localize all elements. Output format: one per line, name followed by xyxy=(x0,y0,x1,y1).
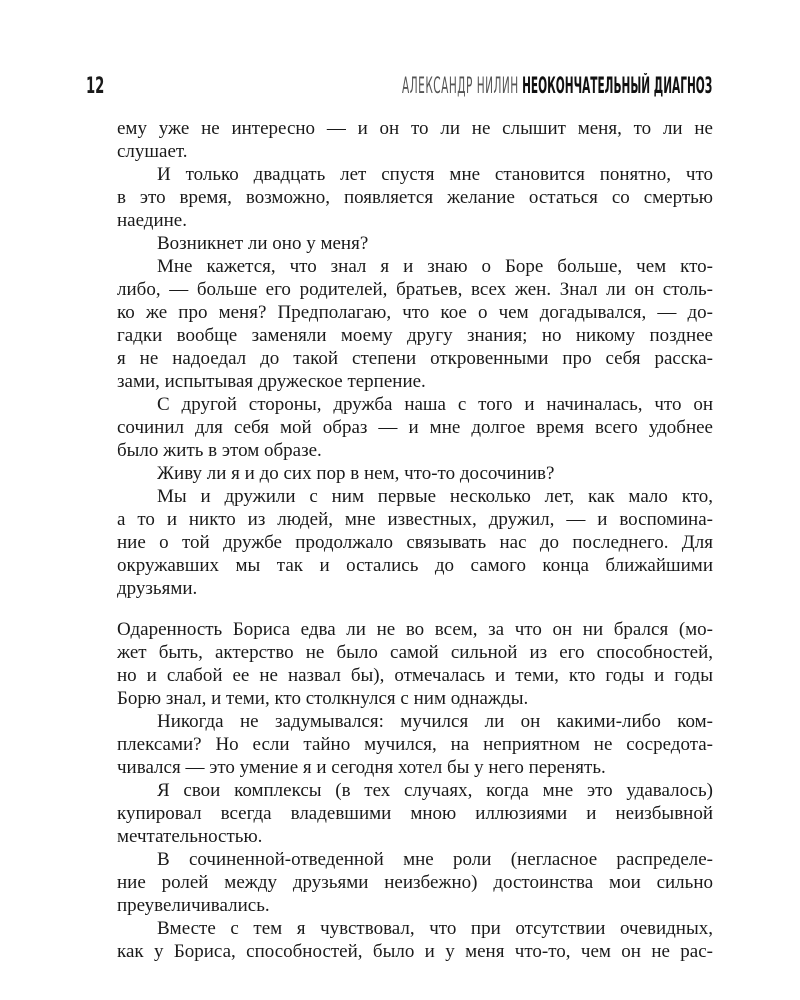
running-header xyxy=(402,74,712,100)
text-line: Никогда не задумывался: мучился ли он какими-либо ком- xyxy=(157,711,713,732)
text-line: сочинил для себя мой образ — и мне долгое время всего удобнее xyxy=(117,417,713,438)
text-line: зами, испытывая дружеское терпение. xyxy=(117,371,426,392)
text-line: было жить в этом образе. xyxy=(117,440,322,461)
text-line: а то и никто из людей, мне известных, дружил, — и воспомина- xyxy=(117,509,713,530)
text-line: окружавших мы так и остались до самого конца ближайшими xyxy=(117,555,713,576)
text-line: ние ролей между друзьями неизбежно) достоинства мои сильно xyxy=(117,872,713,893)
text-line: друзьями. xyxy=(117,578,198,599)
paragraph xyxy=(117,710,713,779)
text-line: но и слабой ее не назвал бы), отмечалась и теми, кто годы и годы xyxy=(117,665,713,686)
text-line: гадки вообще заменяли моему другу знания; но никому позднее xyxy=(117,325,713,346)
text-section xyxy=(117,117,713,600)
text-line: как у Бориса, способностей, было и у меня что-то, чем он не рас- xyxy=(117,941,713,962)
paragraph xyxy=(117,232,713,255)
paragraph xyxy=(117,618,713,710)
section-break xyxy=(117,600,713,618)
paragraph xyxy=(117,917,713,963)
text-line: жет быть, актерство не было самой сильной из его способностей, xyxy=(117,642,713,663)
text-line: Мне кажется, что знал я и знаю о Боре больше, чем кто- xyxy=(157,256,713,277)
paragraph xyxy=(117,163,713,232)
running-header-author: АЛЕКСАНДР НИЛИН xyxy=(401,74,519,99)
paragraph xyxy=(117,779,713,848)
text-line: слушает. xyxy=(117,141,188,162)
paragraph xyxy=(117,462,713,485)
text-line: ко же про меня? Предполагаю, что кое о чем догадывался, — до- xyxy=(117,302,713,323)
paragraph xyxy=(117,393,713,462)
paragraph xyxy=(117,848,713,917)
page-number: 12 xyxy=(86,74,105,99)
text-line: Одаренность Бориса едва ли не во всем, за что он ни брался (мо- xyxy=(117,619,713,640)
text-line: мечтательностью. xyxy=(117,826,263,847)
text-line: чивался — это умение я и сегодня хотел бы у него перенять. xyxy=(117,757,606,778)
text-line: Мы и дружили с ним первые несколько лет, как мало кто, xyxy=(157,486,713,507)
text-line: И только двадцать лет спустя мне становится понятно, что xyxy=(157,164,713,185)
body-text xyxy=(117,117,713,963)
text-line: Борю знал, и теми, кто столкнулся с ним однажды. xyxy=(117,688,529,709)
text-line: плексами? Но если тайно мучился, на неприятном не сосредота- xyxy=(117,734,713,755)
text-line: ние о той дружбе продолжало связывать нас до последнего. Для xyxy=(117,532,713,553)
text-line: Живу ли я и до сих пор в нем, что-то досочинив? xyxy=(157,463,555,484)
paragraph xyxy=(117,485,713,600)
paragraph xyxy=(117,255,713,393)
text-line: я не надоедал до такой степени откровенными про себя расска- xyxy=(117,348,713,369)
text-line: Я свои комплексы (в тех случаях, когда мне это удавалось) xyxy=(157,780,713,801)
text-line: Возникнет ли оно у меня? xyxy=(157,233,369,254)
text-line: в это время, возможно, появляется желание остаться со смертью xyxy=(117,187,713,208)
text-line: С другой стороны, дружба наша с того и начиналась, что он xyxy=(157,394,713,415)
text-line: купировал всегда владевшими мною иллюзиями и неизбывной xyxy=(117,803,713,824)
text-line: наедине. xyxy=(117,210,187,231)
text-line: Вместе с тем я чувствовал, что при отсутствии очевидных, xyxy=(157,918,713,939)
text-line: либо, — больше его родителей, братьев, всех жен. Знал ли он столь- xyxy=(117,279,713,300)
text-section xyxy=(117,618,713,963)
text-line: В сочиненной-отведенной мне роли (негласное распределе- xyxy=(157,849,713,870)
text-line: преувеличивались. xyxy=(117,895,270,916)
text-line: ему уже не интересно — и он то ли не слышит меня, то ли не xyxy=(117,118,713,139)
running-header-book-title: НЕОКОНЧАТЕЛЬНЫЙ ДИАГНОЗ xyxy=(521,74,712,99)
paragraph xyxy=(117,117,713,163)
